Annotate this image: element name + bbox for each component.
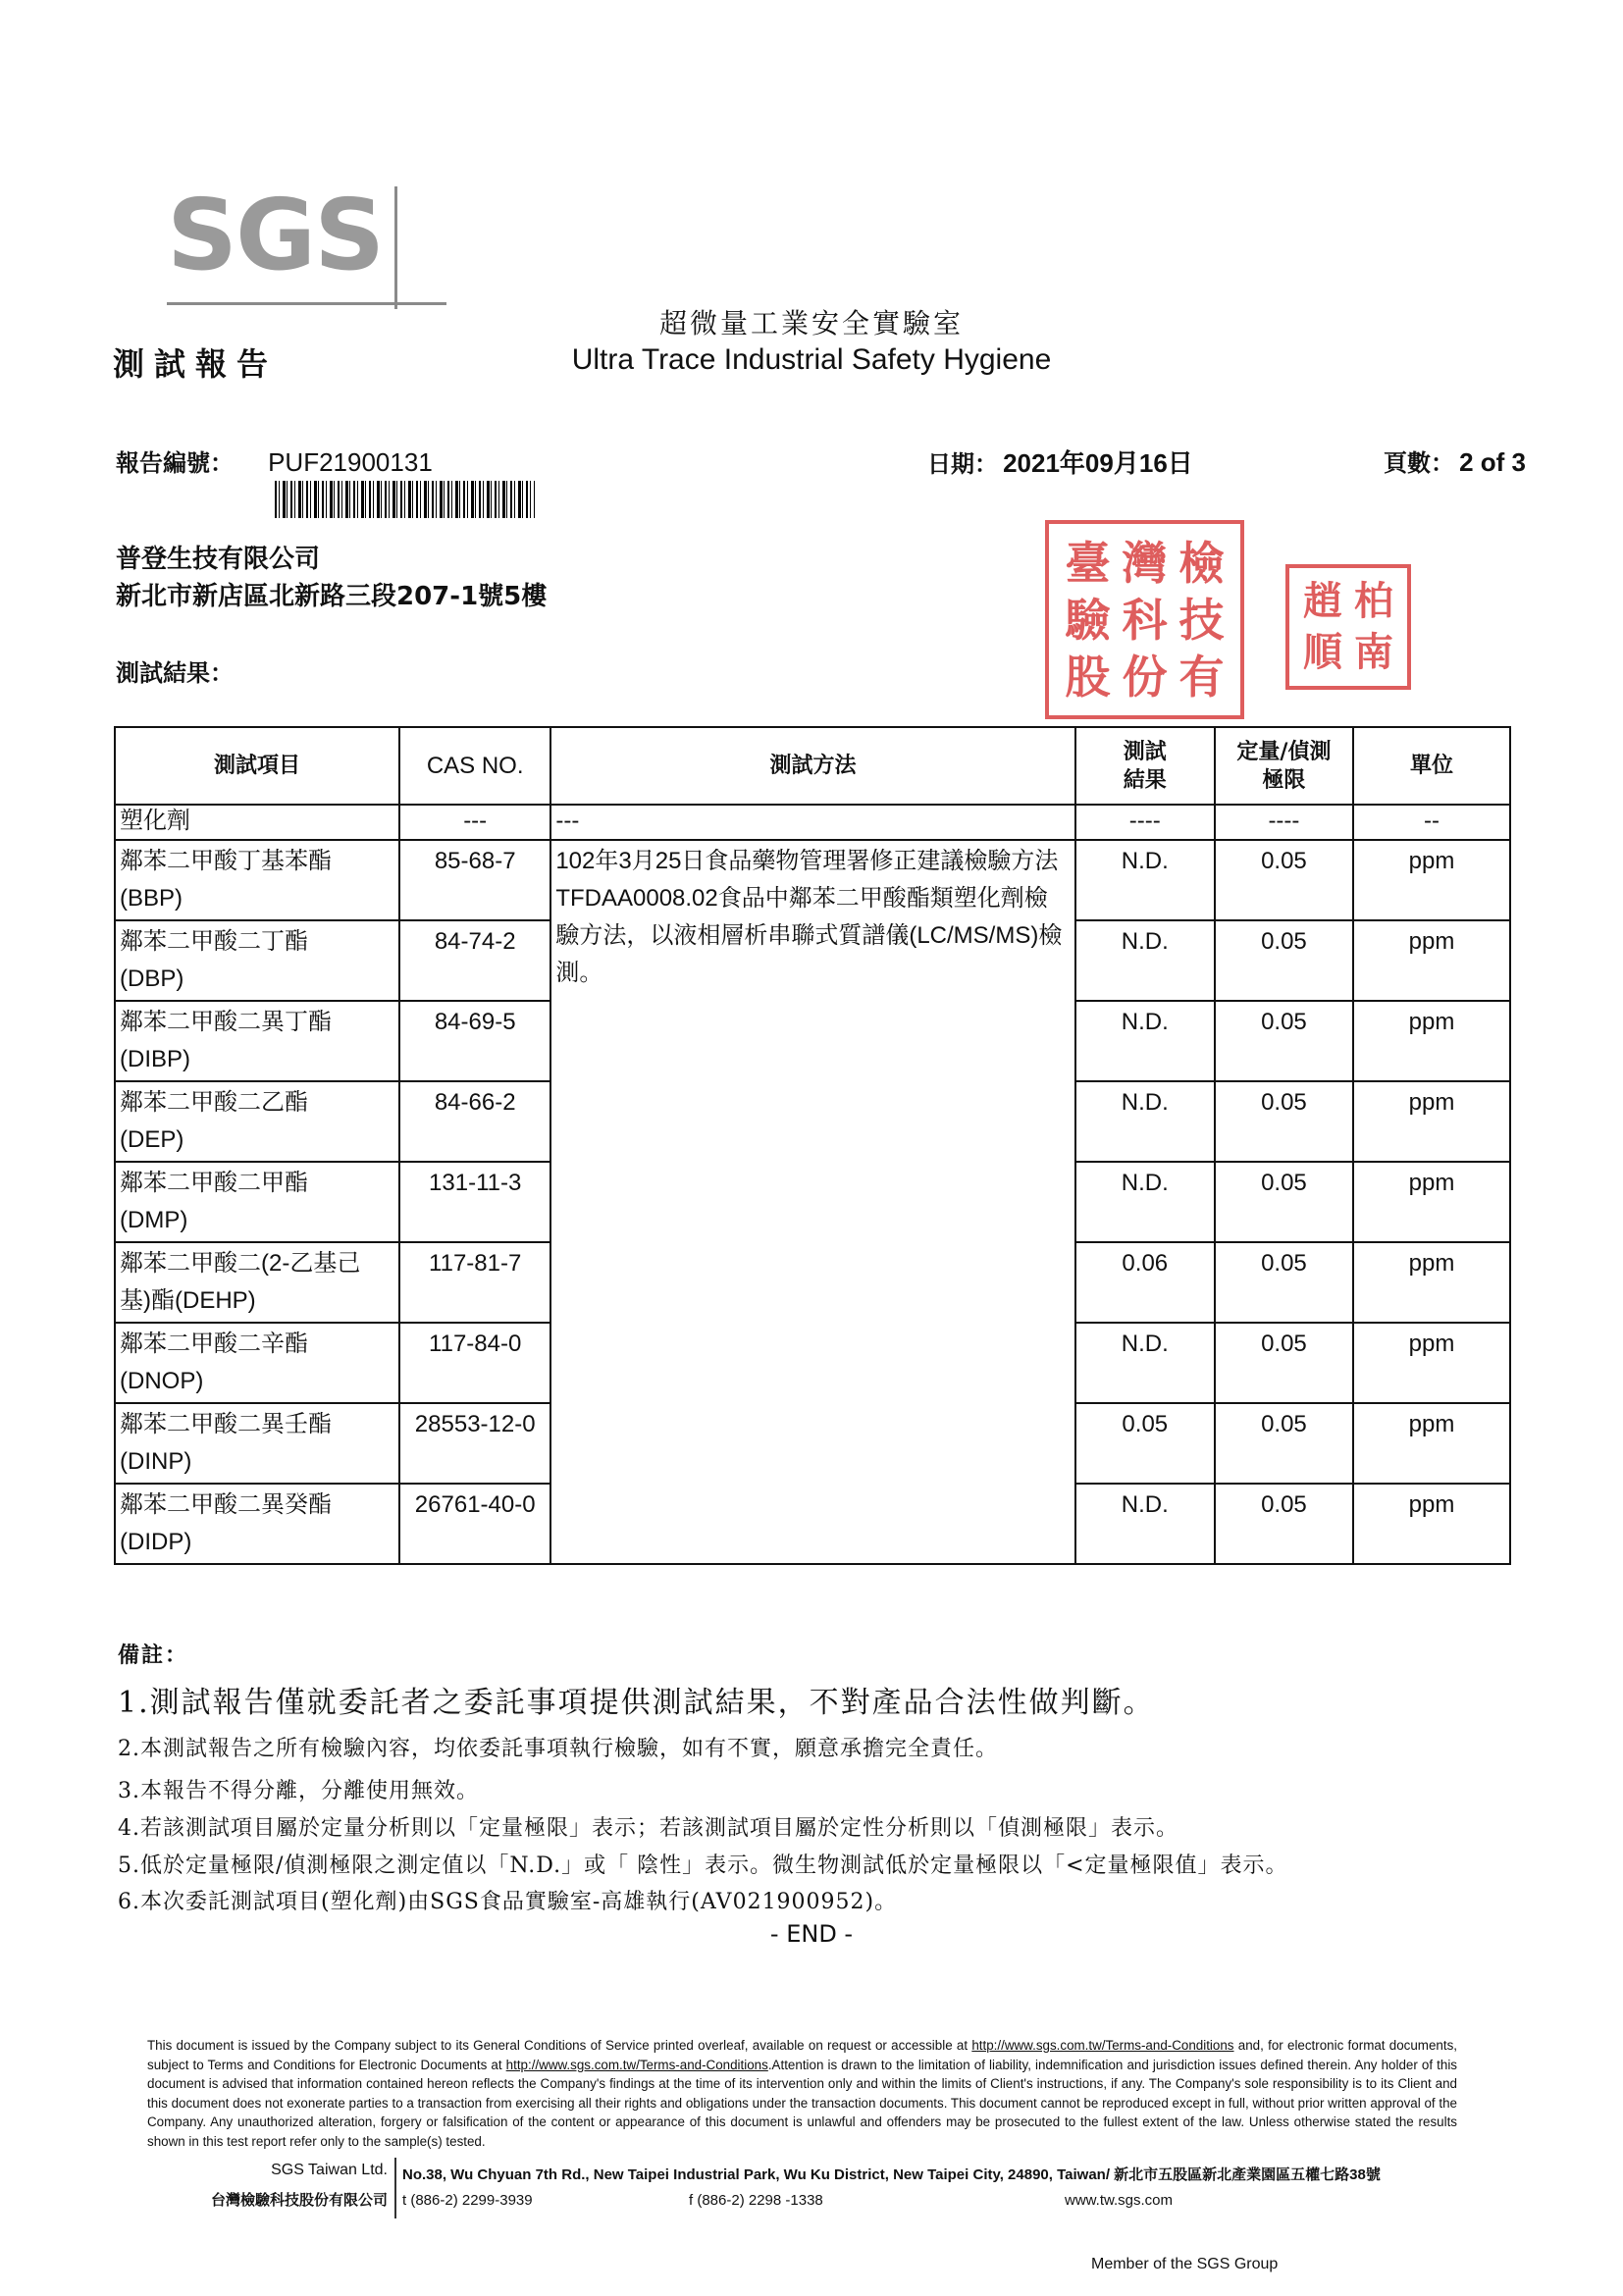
cell-loq: 0.05 <box>1215 1162 1353 1242</box>
stamp-glyph: 科 <box>1122 593 1168 647</box>
report-no-value: PUF21900131 <box>268 447 433 477</box>
category-unit: -- <box>1353 805 1510 840</box>
item-name-cn: 鄰苯二甲酸二辛酯 <box>120 1331 308 1357</box>
report-title: 測試報告 <box>113 345 279 383</box>
footer-fax: f (886-2) 2298 -1338 <box>689 2192 823 2209</box>
note-item: 4.若該測試項目屬於定量分析則以「定量極限」表示；若該測試項目屬於定性分析則以「偵測極限」表示。 <box>118 1816 1178 1841</box>
results-table <box>114 726 1511 1565</box>
stamp-glyph: 南 <box>1354 630 1393 675</box>
note-item: 5.低於定量極限/偵測極限之測定值以「N.D.」或「 陰性」表示。微生物測試低於定量極限以「<定量極限值」表示。 <box>118 1853 1288 1878</box>
cell-result: N.D. <box>1075 920 1215 1001</box>
lab-name-en: Ultra Trace Industrial Safety Hygiene <box>571 343 1052 376</box>
cell-result: N.D. <box>1075 840 1215 920</box>
col-header-result-l1: 測試 <box>1123 738 1167 764</box>
item-name-cn: 鄰苯二甲酸二異丁酯 <box>120 1009 332 1035</box>
notes-heading: 備註： <box>118 1643 189 1668</box>
item-name-cn: 鄰苯二甲酸二異壬酯 <box>120 1411 332 1437</box>
terms-link[interactable]: http://www.sgs.com.tw/Terms-and-Conditions <box>505 2057 768 2072</box>
item-name-abbr: (DBP) <box>120 965 184 992</box>
stamp-glyph: 檢 <box>1178 536 1225 590</box>
company-seal-stamp <box>1045 520 1244 719</box>
cell-cas: 28553-12-0 <box>399 1403 550 1484</box>
report-date <box>927 444 1193 480</box>
item-name-cn: 鄰苯二甲酸二異癸酯 <box>120 1491 332 1518</box>
stamp-glyph: 灣 <box>1122 536 1168 590</box>
cell-item <box>115 920 399 1001</box>
stamp-glyph: 份 <box>1122 650 1168 704</box>
cell-unit: ppm <box>1353 1162 1510 1242</box>
footer-company-cn: 台灣檢驗科技股份有限公司 <box>210 2191 388 2209</box>
category-cas: --- <box>399 805 550 840</box>
footer-divider <box>394 2158 396 2218</box>
cell-result: N.D. <box>1075 1162 1215 1242</box>
cell-item <box>115 1242 399 1323</box>
item-name-abbr: 基)酯(DEHP) <box>120 1287 256 1314</box>
end-marker: - END - <box>769 1920 854 1948</box>
terms-fine-print <box>147 2036 1457 2151</box>
item-name-abbr: (DNOP) <box>120 1368 204 1394</box>
fine-print-part: and, for electronic format documents, subject to Terms and Conditions for Electronic Documents at <box>147 2038 1457 2072</box>
item-name-cn: 鄰苯二甲酸丁基苯酯 <box>120 848 332 874</box>
item-name-abbr: (DMP) <box>120 1207 188 1233</box>
date-label: 日期： <box>927 449 998 478</box>
footer-address: No.38, Wu Chyuan 7th Rd., New Taipei Industrial Park, Wu Ku District, New Taipei City, 24890, Taiwan/ 新北市五股區新北產業園區五權七路38號 <box>402 2166 1381 2183</box>
table-header-row <box>115 727 1510 805</box>
cell-item <box>115 1001 399 1081</box>
cell-unit: ppm <box>1353 1403 1510 1484</box>
cell-result: N.D. <box>1075 1001 1215 1081</box>
cell-unit: ppm <box>1353 1323 1510 1403</box>
category-method: --- <box>550 805 1074 840</box>
item-name-abbr: (DIBP) <box>120 1046 190 1072</box>
cell-loq: 0.05 <box>1215 840 1353 920</box>
item-name-abbr: (DINP) <box>120 1448 192 1475</box>
cell-loq: 0.05 <box>1215 1001 1353 1081</box>
stamp-glyph: 股 <box>1065 650 1111 704</box>
stamp-glyph: 柏 <box>1354 579 1393 624</box>
page-value: 2 of 3 <box>1459 447 1527 477</box>
cell-cas: 117-84-0 <box>399 1323 550 1403</box>
barcode <box>275 481 535 518</box>
cell-result: N.D. <box>1075 1484 1215 1564</box>
item-name-abbr: (BBP) <box>120 885 183 912</box>
stamp-glyph: 順 <box>1303 630 1342 675</box>
cell-loq: 0.05 <box>1215 920 1353 1001</box>
footer-website[interactable]: www.tw.sgs.com <box>1065 2192 1174 2209</box>
item-name-cn: 鄰苯二甲酸二甲酯 <box>120 1170 308 1196</box>
cell-result: N.D. <box>1075 1081 1215 1162</box>
cell-unit: ppm <box>1353 1484 1510 1564</box>
cell-result: 0.05 <box>1075 1403 1215 1484</box>
cell-cas: 84-69-5 <box>399 1001 550 1081</box>
note-item: 3.本報告不得分離，分離使用無效。 <box>118 1779 479 1803</box>
results-label: 測試結果： <box>116 658 234 687</box>
cell-unit: ppm <box>1353 1242 1510 1323</box>
cell-cas: 117-81-7 <box>399 1242 550 1323</box>
fine-print-part: This document is issued by the Company subject to its General Conditions of Service printed overleaf, available on request or accessible at <box>147 2038 972 2053</box>
cell-unit: ppm <box>1353 840 1510 920</box>
logo-text: SGS <box>167 178 384 292</box>
cell-loq: 0.05 <box>1215 1403 1353 1484</box>
col-header-loq <box>1215 727 1353 805</box>
stamp-glyph: 驗 <box>1065 593 1111 647</box>
signatory-seal-stamp <box>1285 564 1411 690</box>
cell-method: 102年3月25日食品藥物管理署修正建議檢驗方法TFDAA0008.02食品中鄰苯二甲酸酯類塑化劑檢驗方法，以液相層析串聯式質譜儀(LC/MS/MS)檢測。 <box>550 840 1074 1564</box>
cell-loq: 0.05 <box>1215 1081 1353 1162</box>
category-name: 塑化劑 <box>115 805 399 840</box>
cell-item <box>115 1403 399 1484</box>
item-name-cn: 鄰苯二甲酸二乙酯 <box>120 1089 308 1116</box>
col-header-method: 測試方法 <box>550 727 1074 805</box>
col-header-unit: 單位 <box>1353 727 1510 805</box>
col-header-item: 測試項目 <box>115 727 399 805</box>
client-company: 普登生技有限公司 <box>116 545 321 574</box>
cell-item <box>115 1162 399 1242</box>
report-no-label: 報告編號： <box>116 448 234 477</box>
stamp-glyph: 技 <box>1178 593 1225 647</box>
cell-unit: ppm <box>1353 920 1510 1001</box>
page-count <box>1384 444 1526 478</box>
sgs-member: Member of the SGS Group <box>1091 2256 1279 2272</box>
item-name-abbr: (DIDP) <box>120 1529 192 1555</box>
report-no <box>116 444 433 478</box>
note-item: 6.本次委託測試項目(塑化劑)由SGS食品實驗室-高雄執行(AV021900952)。 <box>118 1890 898 1914</box>
fine-print-part: .Attention is drawn to the limitation of liability, indemnification and jurisdiction issues defined therein. Any holder of this document is advised that information contained hereon reflects the Company's findings at the time of its intervention only and within the limits of Client's instructions, if any. The Company's sole responsibility is to its Client and this document does not exonerate parties to a transaction from exercising all their rights and obligations under the transaction documents. This document cannot be reproduced except in full, without prior written approval of the Company. Any unauthorized alteration, forgery or falsification of the content or appearance of this document is unlawful and offenders may be prosecuted to the fullest extent of the law. Unless otherwise stated the results shown in this test report refer only to the sample(s) tested. <box>147 2057 1458 2149</box>
note-item: 1.測試報告僅就委託者之委託事項提供測試結果，不對產品合法性做判斷。 <box>118 1686 1155 1720</box>
footer-tel: t (886-2) 2299-3939 <box>402 2192 533 2209</box>
cell-result: N.D. <box>1075 1323 1215 1403</box>
cell-item <box>115 1081 399 1162</box>
item-name-abbr: (DEP) <box>120 1126 184 1153</box>
cell-cas: 26761-40-0 <box>399 1484 550 1564</box>
item-name-cn: 鄰苯二甲酸二(2-乙基己 <box>120 1250 361 1277</box>
note-item: 2.本測試報告之所有檢驗內容，均依委託事項執行檢驗，如有不實，願意承擔完全責任。 <box>118 1737 998 1761</box>
cell-cas: 85-68-7 <box>399 840 550 920</box>
lab-name-cn: 超微量工業安全實驗室 <box>658 307 964 339</box>
stamp-glyph: 臺 <box>1065 536 1111 590</box>
cell-cas: 84-66-2 <box>399 1081 550 1162</box>
stamp-glyph: 有 <box>1178 650 1225 704</box>
col-header-loq-l1: 定量/偵測 <box>1236 738 1332 764</box>
stamp-glyph: 趙 <box>1303 579 1342 624</box>
cell-cas: 84-74-2 <box>399 920 550 1001</box>
cell-item <box>115 840 399 920</box>
category-row <box>115 805 1510 840</box>
col-header-cas: CAS NO. <box>399 727 550 805</box>
category-result: ---- <box>1075 805 1215 840</box>
cell-result: 0.06 <box>1075 1242 1215 1323</box>
cell-loq: 0.05 <box>1215 1242 1353 1323</box>
logo-divider <box>394 186 397 309</box>
col-header-loq-l2: 極限 <box>1262 766 1306 793</box>
cell-item <box>115 1323 399 1403</box>
footer-company-en: SGS Taiwan Ltd. <box>271 2162 388 2178</box>
terms-link[interactable]: http://www.sgs.com.tw/Terms-and-Conditions <box>971 2038 1234 2053</box>
cell-unit: ppm <box>1353 1081 1510 1162</box>
cell-item <box>115 1484 399 1564</box>
col-header-result <box>1075 727 1215 805</box>
item-name-cn: 鄰苯二甲酸二丁酯 <box>120 928 308 955</box>
cell-cas: 131-11-3 <box>399 1162 550 1242</box>
sgs-logo <box>167 178 451 309</box>
page-label: 頁數： <box>1384 448 1454 477</box>
client-address: 新北市新店區北新路三段207-1號5樓 <box>116 582 548 611</box>
col-header-result-l2: 結果 <box>1123 766 1167 793</box>
table-row <box>115 840 1510 920</box>
cell-loq: 0.05 <box>1215 1323 1353 1403</box>
cell-unit: ppm <box>1353 1001 1510 1081</box>
cell-loq: 0.05 <box>1215 1484 1353 1564</box>
date-value: 2021年09月16日 <box>1003 448 1193 478</box>
category-loq: ---- <box>1215 805 1353 840</box>
